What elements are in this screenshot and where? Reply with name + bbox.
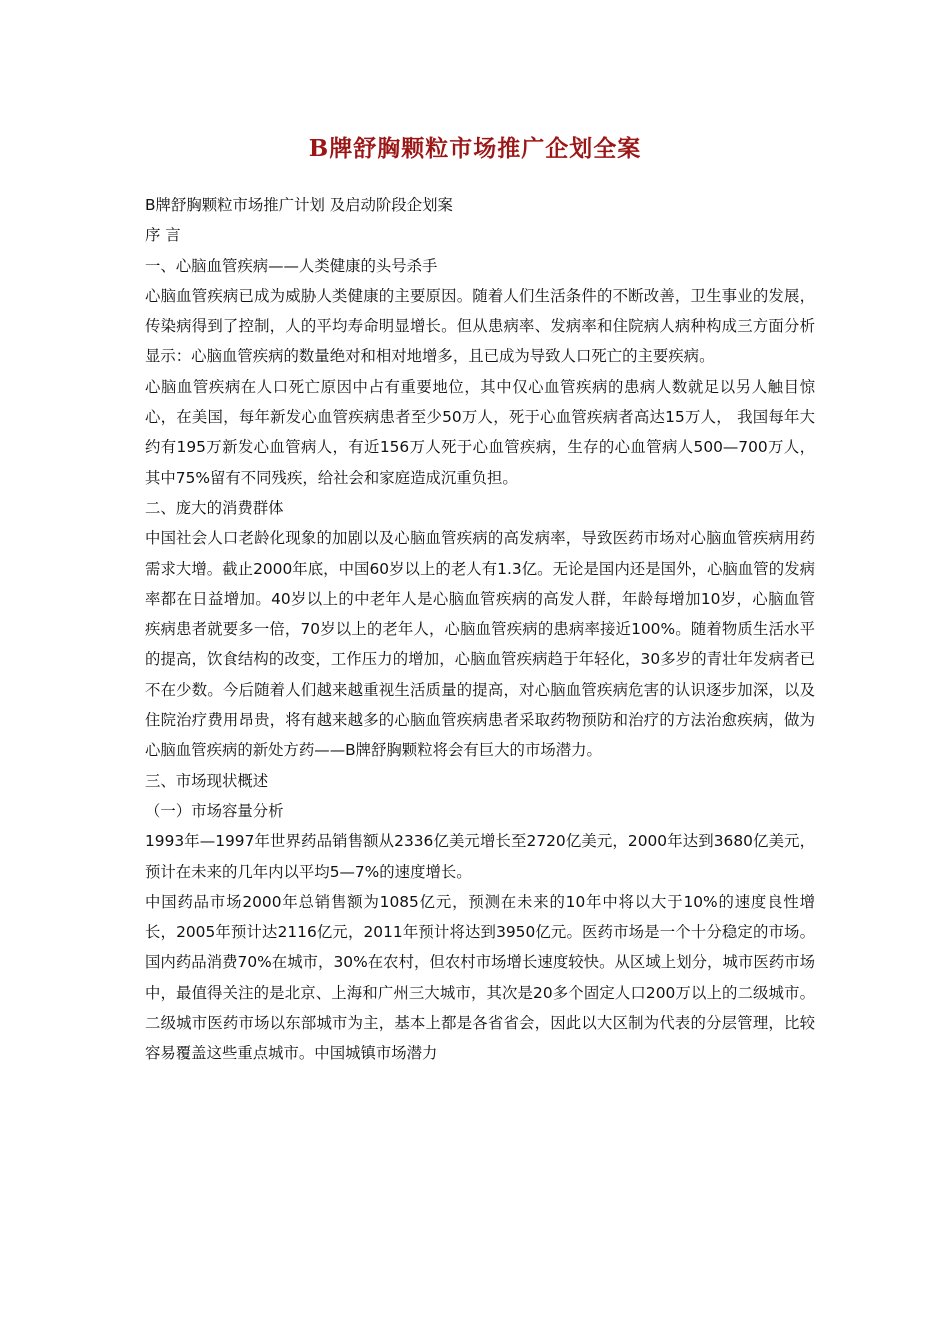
section-heading-2: 二、庞大的消费群体 (145, 498, 284, 517)
document-body (145, 190, 815, 1069)
paragraph: 中国社会人口老龄化现象的加剧以及心脑血管疾病的高发病率，导致医药市场对心脑血管疾病用药需求大增。截止2000年底，中国60岁以上的老人有1.3亿。无论是国内还是国外，心脑血管的发病率都在日益增加。40岁以上的中老年人是心脑血管疾病的高发人群，年龄每增加10岁，心脑血管疾病患者就要多一倍，70岁以上的老年人，心脑血管疾病的患病率接近100%。随着物质生活水平的提高，饮食结构的改变，工作压力的增加，心脑血管疾病趋于年轻化，30多岁的青壮年发病者已不在少数。今后随着人们越来越重视生活质量的提高，对心脑血管疾病危害的认识逐步加深，以及住院治疗费用昂贵，将有越来越多的心脑血管疾病患者采取药物预防和治疗的方法治愈疾病，做为心脑血管疾病的新处方药——B牌舒胸颗粒将会有巨大的市场潜力。 (145, 529, 815, 760)
paragraph: 心脑血管疾病在人口死亡原因中占有重要地位，其中仅心血管疾病的患病人数就足以另人触目惊心，在美国，每年新发心血管疾病患者至少50万人，死于心血管疾病者高达15万人， 我国每年大约有195万新发心血管病人，有近156万人死于心血管疾病，生存的心血管病人500—700万人，其中75%留有不同残疾，给社会和家庭造成沉重负担。 (145, 377, 815, 487)
paragraph: 1993年—1997年世界药品销售额从2336亿美元增长至2720亿美元，2000年达到3680亿美元，预计在未来的几年内以平均5—7%的速度增长。 (145, 832, 815, 881)
subsection-heading-1: （一）市场容量分析 (145, 801, 284, 820)
paragraph: 心脑血管疾病已成为威胁人类健康的主要原因。随着人们生活条件的不断改善，卫生事业的发展，传染病得到了控制，人的平均寿命明显增长。但从患病率、发病率和住院病人病种构成三方面分析显示：心脑血管疾病的数量绝对和相对地增多，且已成为导致人口死亡的主要疾病。 (145, 286, 815, 366)
section-heading-3: 三、市场现状概述 (145, 771, 269, 790)
document-title: B牌舒胸颗粒市场推广企划全案 (308, 135, 642, 163)
preface-heading: 序 言 (145, 226, 181, 245)
section-heading-1: 一、心脑血管疾病——人类健康的头号杀手 (145, 256, 438, 275)
plan-subtitle: B牌舒胸颗粒市场推广计划 及启动阶段企划案 (145, 196, 453, 214)
paragraph: 中国药品市场2000年总销售额为1085亿元，预测在未来的10年中将以大于10%的速度良性增长，2005年预计达2116亿元，2011年预计将达到3950亿元。医药市场是一个十分稳定的市场。国内药品消费70%在城市，30%在农村，但农村市场增长速度较快。从区域上划分，城市医药市场中，最值得关注的是北京、上海和广州三大城市，其次是20多个固定人口200万以上的二级城市。二级城市医药市场以东部城市为主，基本上都是各省省会，因此以大区制为代表的分层管理，比较容易覆盖这些重点城市。中国城镇市场潜力 (145, 892, 815, 1063)
